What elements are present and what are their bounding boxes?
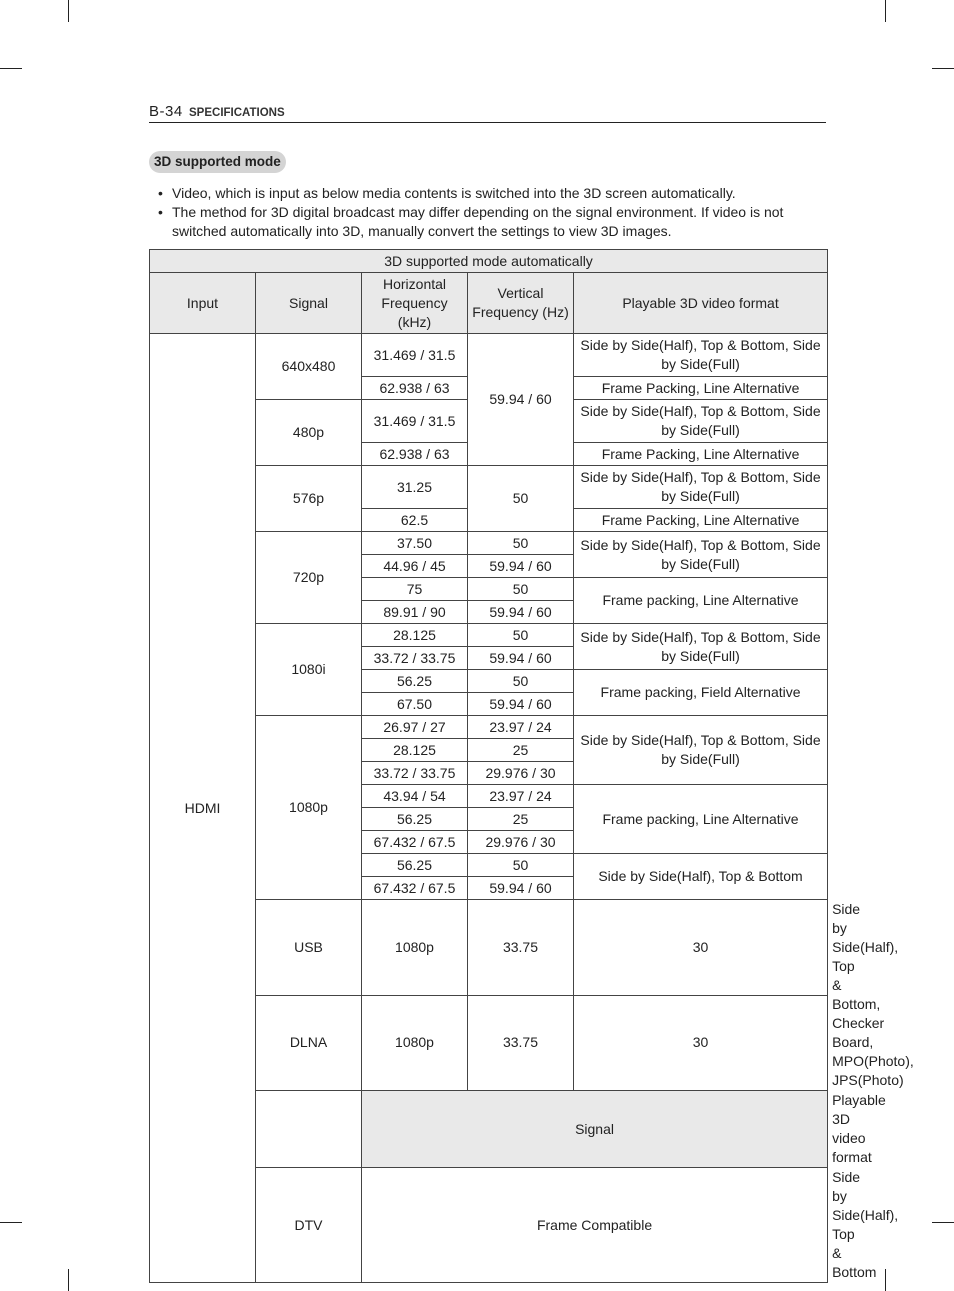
table-cell: 720p	[256, 532, 362, 624]
table-cell: 50	[468, 466, 574, 532]
table-cell: 28.125	[362, 739, 468, 762]
table-cell: 62.938 / 63	[362, 377, 468, 400]
table-cell: Side by Side(Half), Top & Bottom, Side by Side(Full)	[574, 466, 828, 509]
table-cell: Side by Side(Half), Top & Bottom, Side by Side(Full)	[574, 334, 828, 377]
table-cell: 62.938 / 63	[362, 443, 468, 466]
table-cell: 25	[468, 739, 574, 762]
crop-mark	[885, 0, 886, 22]
table-cell: 59.94 / 60	[468, 334, 574, 466]
table-cell: 56.25	[362, 670, 468, 693]
table-cell: 25	[468, 808, 574, 831]
table-cell: 1080p	[362, 900, 468, 996]
bullet-list	[158, 184, 826, 241]
table-cell: Frame packing, Field Alternative	[574, 670, 828, 716]
table-cell: Frame Packing, Line Alternative	[574, 509, 828, 532]
table-cell: Side by Side(Half), Top & Bottom, Side by Side(Full)	[574, 624, 828, 670]
table-cell: 28.125	[362, 624, 468, 647]
table-cell: 67.432 / 67.5	[362, 877, 468, 900]
table-cell: 75	[362, 578, 468, 601]
table-cell: 23.97 / 24	[468, 716, 574, 739]
table-cell: 59.94 / 60	[468, 601, 574, 624]
table-cell: 23.97 / 24	[468, 785, 574, 808]
table-cell: Frame Packing, Line Alternative	[574, 443, 828, 466]
table-cell: 59.94 / 60	[468, 693, 574, 716]
crop-mark	[68, 0, 69, 22]
table-cell: 30	[574, 995, 828, 1091]
page-number: B-34	[149, 103, 183, 120]
header-cell: Signal	[256, 273, 362, 334]
header-cell: Input	[150, 273, 256, 334]
table-cell: 1080p	[362, 995, 468, 1091]
table-cell: Frame packing, Line Alternative	[574, 785, 828, 854]
table-cell: 59.94 / 60	[468, 877, 574, 900]
table-cell: 59.94 / 60	[468, 647, 574, 670]
crop-mark	[0, 1222, 22, 1223]
table-cell: 37.50	[362, 532, 468, 555]
table-cell: 33.75	[468, 995, 574, 1091]
table-cell: 33.72 / 33.75	[362, 762, 468, 785]
table-cell: Frame Packing, Line Alternative	[574, 377, 828, 400]
blank-cell	[256, 1091, 362, 1168]
table-cell: 50	[468, 624, 574, 647]
header-cell: Signal	[362, 1091, 828, 1168]
table-cell: 31.25	[362, 466, 468, 509]
table-cell: 89.91 / 90	[362, 601, 468, 624]
bullet-item: • Video, which is input as below media contents is switched into the 3D screen automatically.	[158, 184, 826, 203]
table-cell: 30	[574, 900, 828, 996]
table-cell: DLNA	[256, 995, 362, 1091]
table-cell: 67.50	[362, 693, 468, 716]
header-cell: Vertical Frequency (Hz)	[468, 273, 574, 334]
table-cell: DTV	[256, 1168, 362, 1283]
table-cell: 50	[468, 578, 574, 601]
table-cell: HDMI	[150, 334, 256, 1283]
table-cell: Side by Side(Half), Top & Bottom, Side by Side(Full)	[574, 716, 828, 785]
table-cell: 33.75	[468, 900, 574, 996]
table-cell: 50	[468, 854, 574, 877]
table-cell: Frame Compatible	[362, 1168, 828, 1283]
table-cell: Side by Side(Half), Top & Bottom	[574, 854, 828, 900]
table-cell: 29.976 / 30	[468, 831, 574, 854]
table-cell: 59.94 / 60	[468, 555, 574, 578]
table-cell: 50	[468, 532, 574, 555]
table-cell: 67.432 / 67.5	[362, 831, 468, 854]
table-cell: 31.469 / 31.5	[362, 334, 468, 377]
table-title: 3D supported mode automatically	[150, 250, 828, 273]
table-cell: 576p	[256, 466, 362, 532]
crop-mark	[0, 68, 22, 69]
crop-mark	[932, 68, 954, 69]
header-cell: Horizontal Frequency (kHz)	[362, 273, 468, 334]
page-header	[149, 104, 826, 123]
table-cell: Side by Side(Half), Top & Bottom, Side by Side(Full)	[574, 400, 828, 443]
table-cell: 44.96 / 45	[362, 555, 468, 578]
table-cell: USB	[256, 900, 362, 996]
table-cell: 480p	[256, 400, 362, 466]
table-cell: 31.469 / 31.5	[362, 400, 468, 443]
table-cell: 1080p	[256, 716, 362, 900]
table-cell: 29.976 / 30	[468, 762, 574, 785]
table-cell: 56.25	[362, 808, 468, 831]
table-cell: 1080i	[256, 624, 362, 716]
table-cell: 56.25	[362, 854, 468, 877]
table-cell: Side by Side(Half), Top & Bottom, Side by Side(Full)	[574, 532, 828, 578]
table-cell: 62.5	[362, 509, 468, 532]
header-cell: Playable 3D video format	[574, 273, 828, 334]
bullet-item: • The method for 3D digital broadcast may differ depending on the signal environment. If video is not switched automatically into 3D, manually convert the settings to view 3D images.	[158, 203, 826, 241]
table-cell: 33.72 / 33.75	[362, 647, 468, 670]
3d-mode-table: 3D supported mode automatically Input Signal Horizontal Frequency (kHz) Vertical Frequency (Hz) Playable 3D video format HDMI 640x480 31.469 / 31.5 59.94 / 60 Side by Side(Half), Top & Bottom, Side by Side(Full) 62.938 / 63 Frame Packing, Line Alternative 480p 31.469 / 31.5 Side by Side(Half), Top & Bottom, Side by Side(Full) 62.938 / 63 Frame Packing, Line Alternative 576p 31.25 50 Side by Side(Half), Top & Bottom, Side by Side(Full) 62.5 Frame Packing, Line Alternative 720p 37.50 50 Side by Side(Half), Top & Bottom, Side by Side(Full) 44.96 / 45 59.94 / 60 75 50 Frame packing, Line Alternative 89.91 / 90 59.94 / 60 1080i 28.125 50 Side by Side(Half), Top & Bottom, Side by Side(Full) 33.72 / 33.75 59.94 / 60 56.25 50 Frame packing, Field Alternative 67.50 59.94 / 60 1080p 26.97 / 27 23.97 / 24 Side by Side(Half), Top & Bottom, Side by Side(Full) 28.125 25 33.72 / 33.75 29.976 / 30 43.94 / 54 23.97 / 24 Frame packing, Line Alternative 56.25 25 67.432 / 67.5 29.976 / 30 56.25 50 Side by Side(Half), Top & Bottom 67.432 / 67.5 59.94 / 60 USB 1080p 33.75 30 Side by Side(Half), Top & Bottom, Checker Board, MPO(Photo), JPS(Photo) DLNA 1080p 33.75 30 Signal Playable 3D video format DTV Frame Compatible Side by Side(Half), Top & Bottom	[149, 249, 828, 1283]
section-name: SPECIFICATIONS	[189, 107, 285, 119]
table-cell: Frame packing, Line Alternative	[574, 578, 828, 624]
crop-mark	[68, 1269, 69, 1291]
table-cell: 26.97 / 27	[362, 716, 468, 739]
crop-mark	[932, 1222, 954, 1223]
table-cell: 50	[468, 670, 574, 693]
table-cell: 640x480	[256, 334, 362, 400]
crop-mark	[885, 1269, 886, 1291]
section-title: 3D supported mode	[149, 151, 286, 173]
table-cell: 43.94 / 54	[362, 785, 468, 808]
